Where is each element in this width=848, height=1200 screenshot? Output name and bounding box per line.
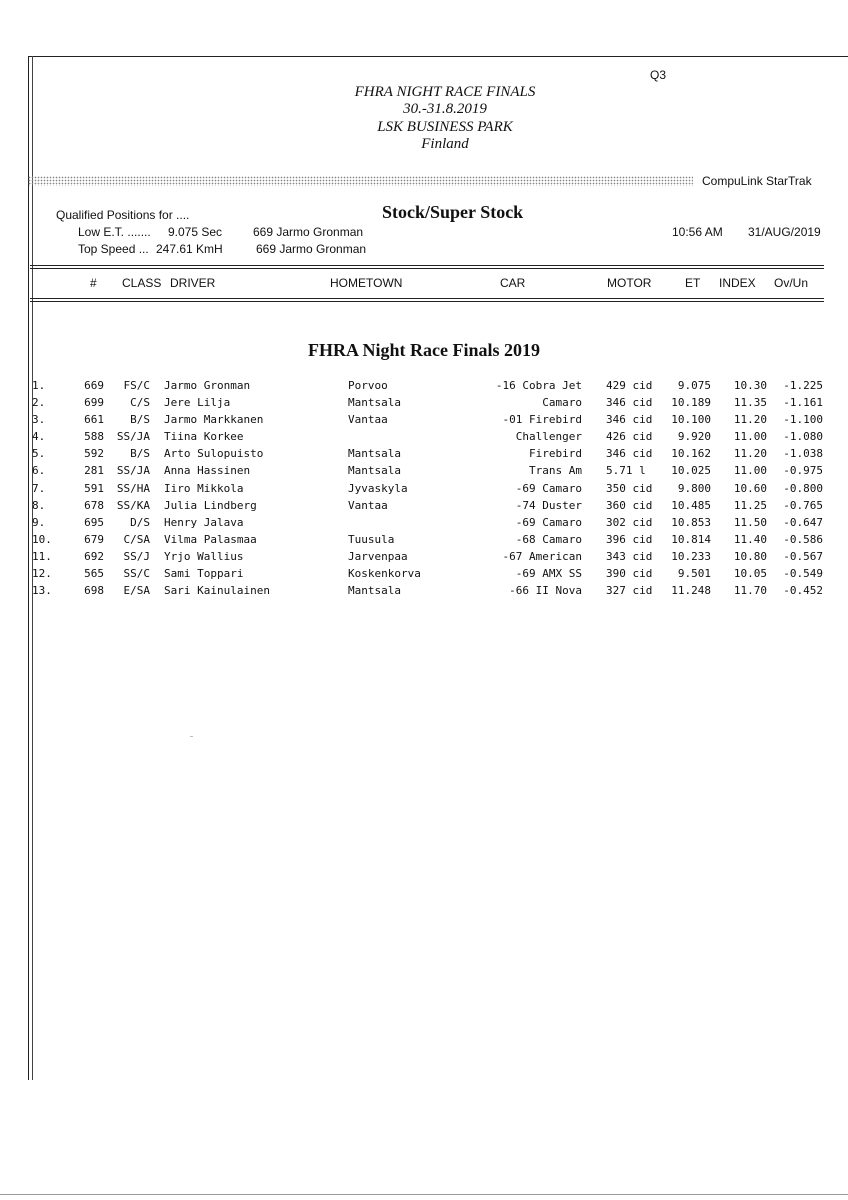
hometown-cell: Mantsala [348,447,401,461]
et-cell: 10.025 [671,464,711,478]
report-date: 31/AUG/2019 [748,225,821,239]
index-cell: 10.60 [733,481,767,495]
table-row [0,428,848,445]
low-et-label: Low E.T. ....... [78,225,151,239]
motor-cell: 350 cid [606,481,653,495]
event-title-line-3: LSK BUSINESS PARK [377,119,513,135]
table-row [0,497,848,514]
qualifying-round-tag: Q3 [650,68,667,82]
motor-cell: 429 cid [606,379,653,392]
results-title: FHRA Night Race Finals 2019 [308,340,540,360]
event-title-line-1: FHRA NIGHT RACE FINALS [354,84,536,100]
motor-cell: 346 cid [606,396,653,410]
driver-cell: Anna Hassinen [164,464,251,478]
hometown-cell: Koskenkorva [348,567,421,581]
table-row [0,565,848,582]
col-header-et: ET [685,276,701,290]
class-cell: SS/HA [116,481,150,495]
hometown-cell: Jyvaskyla [348,481,408,495]
car-cell: -74 Duster [515,498,582,512]
class-cell: D/S [130,515,150,529]
low-et-value: 9.075 Sec [168,225,223,239]
car-cell: -16 Cobra Jet [495,379,582,392]
driver-cell: Sami Toppari [164,567,244,581]
table-row [0,531,848,548]
driver-cell: Jarmo Gronman [164,379,251,392]
car-cell: -69 Camaro [515,515,582,529]
table-row [0,377,848,394]
vendor-label: CompuLink StarTrak [702,174,812,188]
et-cell: 10.233 [671,549,711,563]
motor-cell: 396 cid [606,532,653,546]
motor-cell: 390 cid [606,567,653,581]
class-cell: SS/J [123,549,150,563]
driver-cell: Yrjo Wallius [164,549,244,563]
table-row [0,514,848,531]
car-cell: Firebird [529,447,582,461]
table-row [0,445,848,462]
index-cell: 11.00 [733,464,767,478]
class-cell: B/S [130,413,150,427]
car-number-cell: 588 [84,430,104,444]
over-under-cell: -0.647 [783,515,823,529]
index-cell: 11.50 [733,515,767,529]
et-cell: 10.162 [671,447,711,461]
header-rule-top-2 [30,268,824,269]
col-header-index: INDEX [719,276,756,290]
index-cell: 11.20 [733,447,767,461]
car-number-cell: 592 [84,447,104,461]
qualified-positions-label: Qualified Positions for .... [56,208,190,222]
driver-cell: Tiina Korkee [164,430,244,444]
index-cell: 10.30 [733,379,767,392]
top-speed-driver: 669 Jarmo Gronman [256,242,367,256]
over-under-cell: -0.765 [783,498,823,512]
index-cell: 11.40 [733,532,767,546]
hometown-cell: Mantsala [348,464,401,478]
col-header-ovun: Ov/Un [774,276,809,290]
position-cell: 5. [32,447,46,461]
car-cell: Camaro [542,396,582,410]
index-cell: 11.70 [733,584,767,598]
driver-cell: Jere Lilja [164,396,231,410]
col-header-class: CLASS [122,276,162,290]
over-under-cell: -1.161 [783,396,823,410]
table-row [0,548,848,565]
header-rule-bottom-2 [30,301,824,302]
position-cell: 3. [32,413,46,427]
driver-cell: Arto Sulopuisto [164,447,264,461]
motor-cell: 426 cid [606,430,653,444]
et-cell: 10.189 [671,396,711,410]
col-header-driver: DRIVER [170,276,216,290]
et-cell: 11.248 [671,584,711,598]
et-cell: 10.853 [671,515,711,529]
car-number-cell: 678 [84,498,104,512]
car-cell: -01 Firebird [502,413,582,427]
index-cell: 11.20 [733,413,767,427]
car-number-cell: 679 [84,532,104,546]
col-header-car: CAR [500,276,526,290]
car-number-cell: 692 [84,549,104,563]
position-cell: 13. [32,584,52,598]
position-cell: 10. [32,532,52,546]
driver-cell: Vilma Palasmaa [164,532,257,546]
table-row [0,582,848,599]
index-cell: 11.25 [733,498,767,512]
class-cell: SS/C [123,567,150,581]
class-cell: SS/KA [116,498,150,512]
col-header-motor: MOTOR [607,276,652,290]
car-number-cell: 699 [84,396,104,410]
index-cell: 10.80 [733,549,767,563]
et-cell: 9.920 [677,430,711,444]
class-cell: SS/JA [116,464,150,478]
hometown-cell: Tuusula [348,532,395,546]
car-number-cell: 695 [84,515,104,529]
car-cell: Trans Am [529,464,582,478]
low-et-driver: 669 Jarmo Gronman [253,225,364,239]
class-cell: C/SA [123,532,150,546]
frame-top-rule [28,56,848,57]
event-title-line-4: Finland [421,136,469,152]
over-under-cell: -0.975 [783,464,823,478]
hometown-cell: Porvoo [348,379,388,392]
motor-cell: 346 cid [606,413,653,427]
et-cell: 9.075 [677,379,711,392]
dotted-separator [28,176,693,186]
position-cell: 7. [32,481,46,495]
et-cell: 10.814 [671,532,711,546]
et-cell: 10.485 [671,498,711,512]
over-under-cell: -1.100 [783,413,823,427]
table-row [0,394,848,411]
top-speed-label: Top Speed ... [78,242,149,256]
et-cell: 10.100 [671,413,711,427]
car-cell: -68 Camaro [515,532,582,546]
motor-cell: 327 cid [606,584,653,598]
over-under-cell: -0.586 [783,532,823,546]
position-cell: 12. [32,567,52,581]
car-number-cell: 661 [84,413,104,427]
driver-cell: Jarmo Markkanen [164,413,264,427]
motor-cell: 302 cid [606,515,653,529]
car-cell: -66 II Nova [509,584,582,598]
driver-cell: Sari Kainulainen [164,584,270,598]
header-rule-top [30,265,824,266]
class-cell: SS/JA [116,430,150,444]
over-under-cell: -1.225 [783,379,823,392]
car-cell: Challenger [515,430,582,444]
position-cell: 2. [32,396,46,410]
table-row [0,462,848,479]
car-cell: -67 American [502,549,582,563]
over-under-cell: -0.549 [783,567,823,581]
et-cell: 9.501 [677,567,711,581]
position-cell: 6. [32,464,46,478]
class-cell: B/S [130,447,150,461]
class-cell: E/SA [123,584,150,598]
position-cell: 1. [32,379,46,392]
over-under-cell: -0.800 [783,481,823,495]
hometown-cell: Mantsala [348,396,401,410]
col-header-hometown: HOMETOWN [330,276,403,290]
scan-speck [190,736,193,737]
car-cell: -69 Camaro [515,481,582,495]
car-number-cell: 698 [84,584,104,598]
event-title-line-2: 30.-31.8.2019 [403,101,487,117]
motor-cell: 346 cid [606,447,653,461]
hometown-cell: Vantaa [348,498,388,512]
col-header-number: # [90,276,97,290]
low-et-record [0,225,400,241]
table-row [0,480,848,497]
hometown-cell: Mantsala [348,584,401,598]
report-time: 10:56 AM [672,225,723,239]
car-number-cell: 565 [84,567,104,581]
top-speed-record [0,242,400,258]
page-bottom-rule [0,1194,848,1195]
car-number-cell: 591 [84,481,104,495]
over-under-cell: -1.080 [783,430,823,444]
et-cell: 9.800 [677,481,711,495]
car-number-cell: 669 [84,379,104,392]
over-under-cell: -0.452 [783,584,823,598]
index-cell: 10.05 [733,567,767,581]
motor-cell: 343 cid [606,549,653,563]
position-cell: 8. [32,498,46,512]
driver-cell: Henry Jalava [164,515,244,529]
top-speed-value: 247.61 KmH [156,242,223,256]
over-under-cell: -1.038 [783,447,823,461]
driver-cell: Julia Lindberg [164,498,257,512]
class-cell: FS/C [123,379,150,392]
car-cell: -69 AMX SS [515,567,582,581]
hometown-cell: Jarvenpaa [348,549,408,563]
class-cell: C/S [130,396,150,410]
motor-cell: 360 cid [606,498,653,512]
header-rule-bottom [30,298,824,299]
results-table [0,377,848,599]
hometown-cell: Vantaa [348,413,388,427]
index-cell: 11.00 [733,430,767,444]
motor-cell: 5.71 l [606,464,646,478]
position-cell: 4. [32,430,46,444]
index-cell: 11.35 [733,396,767,410]
class-title: Stock/Super Stock [382,202,524,222]
car-number-cell: 281 [84,464,104,478]
driver-cell: Iiro Mikkola [164,481,244,495]
over-under-cell: -0.567 [783,549,823,563]
table-row [0,411,848,428]
position-cell: 11. [32,549,52,563]
position-cell: 9. [32,515,46,529]
